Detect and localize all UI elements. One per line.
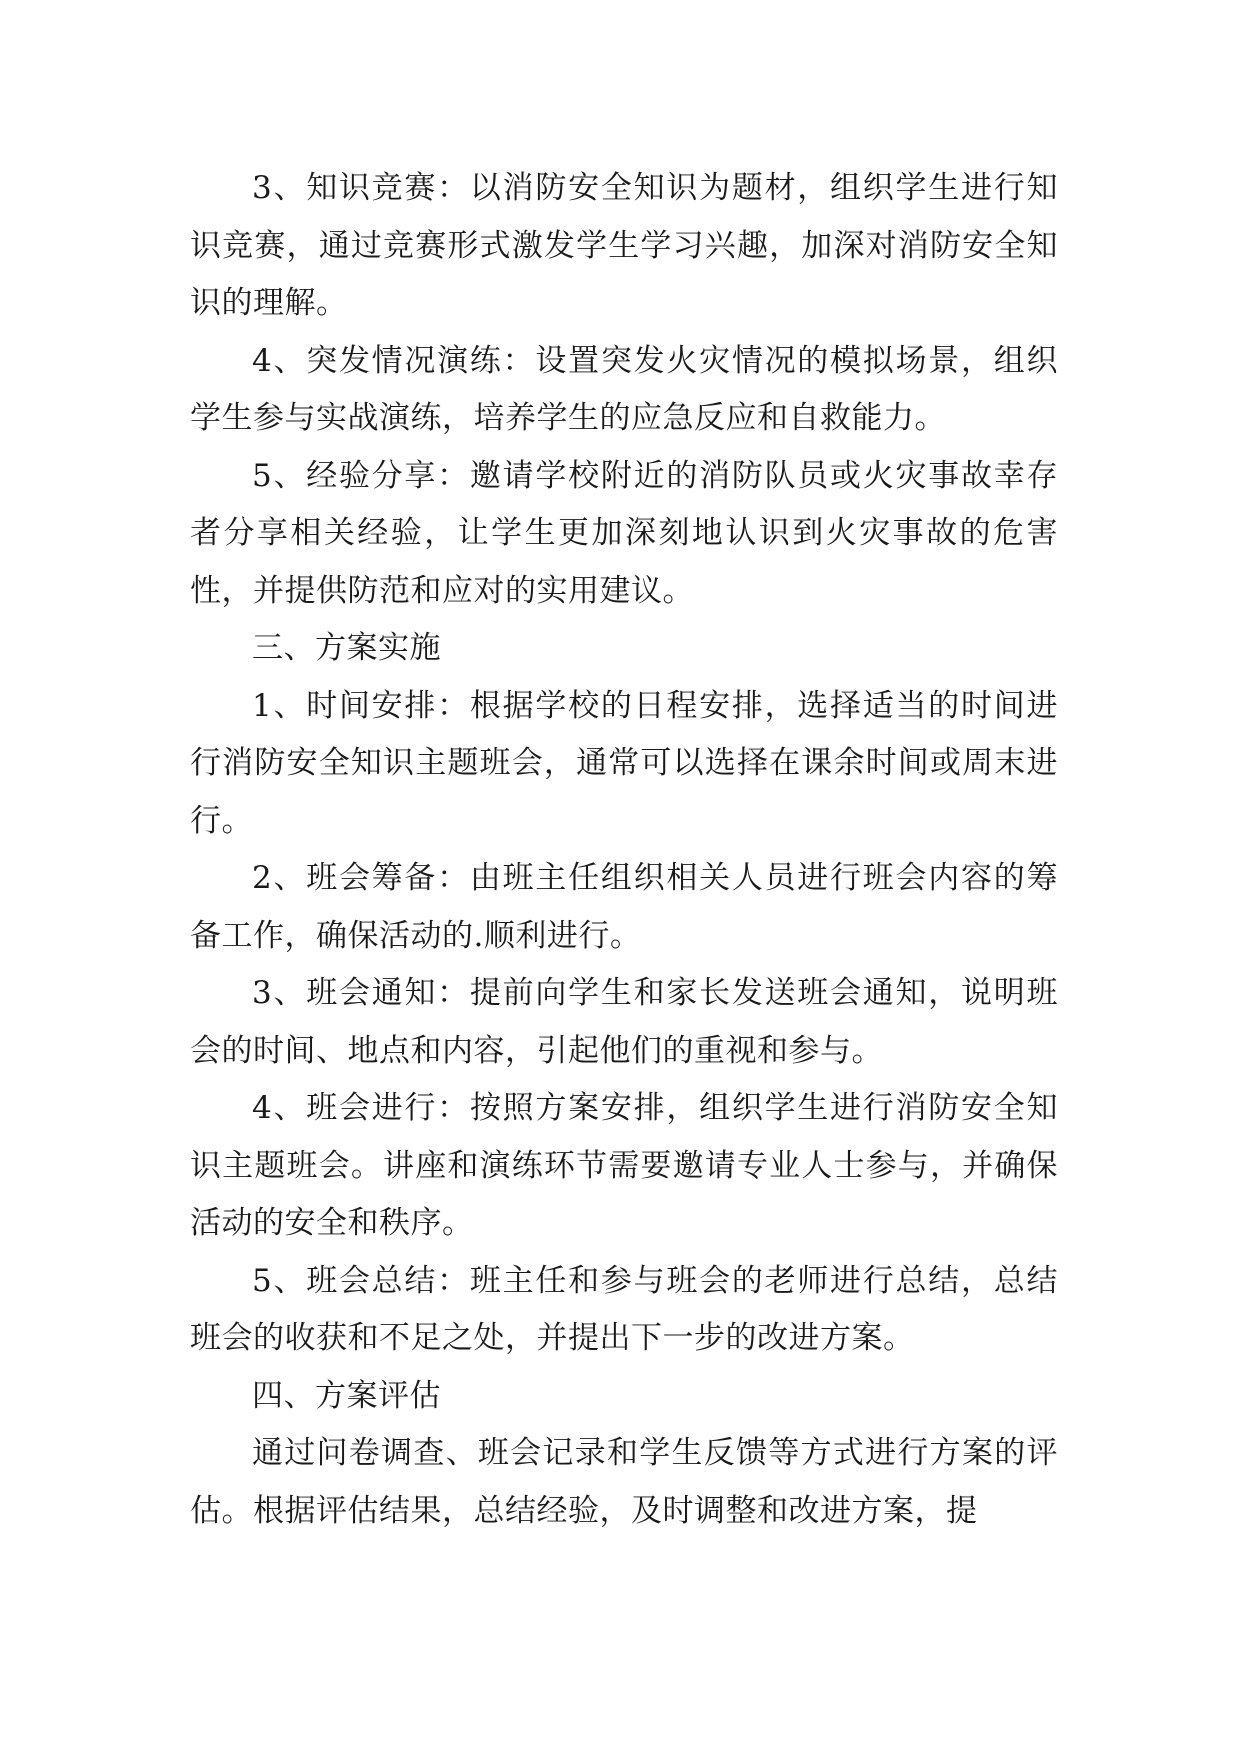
paragraph-meeting-conduct: 4、班会进行：按照方案安排，组织学生进行消防安全知识主题班会。讲座和演练环节需要邀请专业人士参与，并确保活动的安全和秩序。 bbox=[190, 1090, 1058, 1241]
paragraph-meeting-preparation: 2、班会筹备：由班主任组织相关人员进行班会内容的筹备工作，确保活动的.顺利进行。 bbox=[190, 860, 1058, 954]
document-body bbox=[190, 160, 1058, 1540]
paragraph-experience-sharing: 5、经验分享：邀请学校附近的消防队员或火灾事故幸存者分享相关经验，让学生更加深刻地认识到火灾事故的危害性，并提供防范和应对的实用建议。 bbox=[190, 457, 1058, 609]
section-heading-implementation: 三、方案实施 bbox=[252, 630, 441, 666]
paragraph-evaluation-method: 通过问卷调查、班会记录和学生反馈等方式进行方案的评估。根据评估结果，总结经验，及时调整和改进方案，提 bbox=[190, 1435, 1058, 1529]
paragraph-knowledge-contest: 3、知识竞赛：以消防安全知识为题材，组织学生进行知识竞赛，通过竞赛形式激发学生学习兴趣，加深对消防安全知识的理解。 bbox=[190, 170, 1058, 321]
paragraph-meeting-summary: 5、班会总结：班主任和参与班会的老师进行总结，总结班会的收获和不足之处，并提出下一步的改进方案。 bbox=[190, 1262, 1058, 1356]
section-heading-evaluation: 四、方案评估 bbox=[252, 1377, 441, 1414]
paragraph-meeting-notice: 3、班会通知：提前向学生和家长发送班会通知，说明班会的时间、地点和内容，引起他们的重视和参与。 bbox=[190, 975, 1058, 1069]
paragraph-time-arrangement: 1、时间安排：根据学校的日程安排，选择适当的时间进行消防安全知识主题班会，通常可以选择在课余时间或周末进行。 bbox=[190, 687, 1058, 839]
paragraph-emergency-drill: 4、突发情况演练：设置突发火灾情况的模拟场景，组织学生参与实战演练，培养学生的应急反应和自救能力。 bbox=[190, 342, 1058, 436]
